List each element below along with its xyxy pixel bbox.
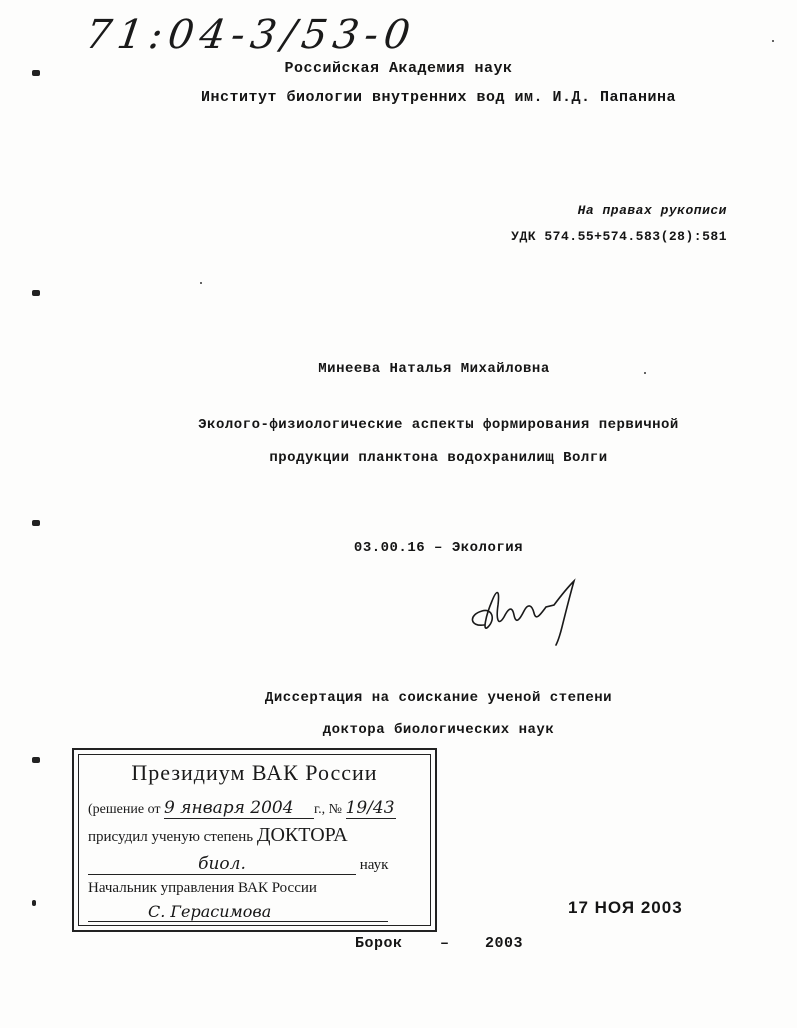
science-field: биол. bbox=[88, 854, 356, 875]
dissertation-title-line-1: Эколого-физиологические аспекты формирования первичной bbox=[198, 417, 679, 433]
specialty-code: 03.00.16 – Экология bbox=[353, 540, 524, 556]
year: 2003 bbox=[485, 935, 524, 952]
dissertation-degree-line-1: Диссертация на соискание ученой степени bbox=[264, 690, 613, 706]
decision-prefix: (решение от bbox=[88, 802, 161, 817]
decision-date: 9 января 2004 bbox=[164, 798, 314, 819]
head-signature: С. Герасимова bbox=[88, 902, 388, 922]
vak-approval-stamp bbox=[72, 748, 437, 932]
scan-speck bbox=[200, 282, 202, 284]
received-date-stamp: 17 НОЯ 2003 bbox=[568, 898, 683, 917]
dissertation-degree-line-2: доктора биологических наук bbox=[322, 722, 555, 738]
scan-speck bbox=[772, 40, 774, 42]
stamp-awarded-row bbox=[88, 824, 348, 847]
stamp-head-title: Начальник управления ВАК России bbox=[88, 880, 317, 896]
stamp-signature-row bbox=[88, 902, 418, 926]
city-year-dash: – bbox=[440, 935, 450, 952]
author-signature bbox=[462, 575, 587, 650]
dissertation-title-line-2: продукции планктона водохранилищ Волги bbox=[269, 450, 608, 466]
institute-name: Институт биологии внутренних вод им. И.Д. Папанина bbox=[200, 89, 677, 106]
stamp-decision-row bbox=[88, 798, 396, 819]
decision-number: 19/43 bbox=[345, 798, 395, 818]
awarded-prefix: присудил ученую степень bbox=[88, 829, 254, 845]
degree-level: ДОКТОРА bbox=[256, 824, 348, 846]
manuscript-rights-label: На правах рукописи bbox=[577, 203, 727, 218]
stamp-science-row bbox=[88, 854, 418, 875]
city: Борок bbox=[355, 935, 403, 952]
margin-mark bbox=[32, 757, 40, 763]
margin-mark bbox=[32, 290, 40, 296]
science-suffix: наук bbox=[359, 857, 389, 873]
decision-year-suffix: г., № bbox=[314, 802, 343, 817]
stamp-title: Президиум ВАК России bbox=[131, 760, 378, 785]
margin-mark bbox=[32, 520, 40, 526]
archive-code: 71:04-3/53-0 bbox=[82, 12, 419, 58]
author-name: Минеева Наталья Михайловна bbox=[318, 361, 550, 377]
academy-name: Российская Академия наук bbox=[284, 60, 513, 77]
udk-code: УДК 574.55+574.583(28):581 bbox=[511, 229, 727, 244]
margin-mark bbox=[32, 900, 36, 906]
